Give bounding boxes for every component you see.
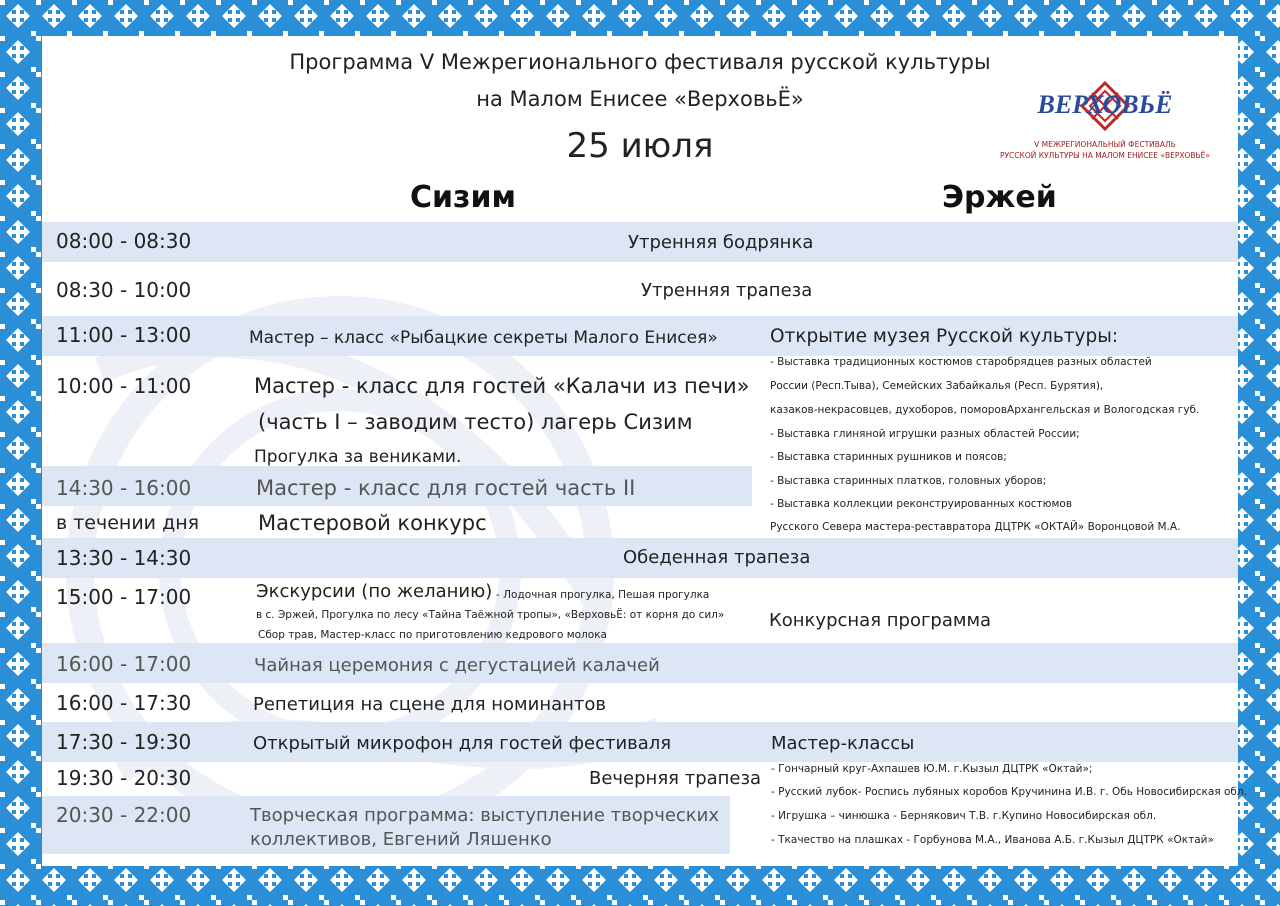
event-r6: Мастеровой конкурс: [258, 511, 487, 535]
event-r9: Чайная церемония с дегустацией калачей: [254, 655, 660, 676]
time-r10: 16:00 - 17:30: [56, 691, 192, 715]
museum-item-5: - Выставка старинных рушников и поясов;: [770, 451, 1007, 463]
event-r1: Утренняя бодрянка: [628, 232, 814, 253]
event-r3-right: Открытие музея Русской культуры:: [770, 326, 1119, 347]
museum-item-2: России (Респ.Тыва), Семейских Забайкалья (Респ. Бурятия),: [770, 380, 1104, 392]
time-r13: 20:30 - 22:00: [56, 803, 192, 827]
event-r8-right: Конкурсная программа: [769, 610, 992, 631]
museum-item-7: - Выставка коллекции реконструированных костюмов: [770, 498, 1073, 510]
logo-subtitle-2: РУССКОЙ КУЛЬТУРЫ НА МАЛОМ ЕНИСЕЕ «ВЕРХОВЬЁ»: [999, 151, 1211, 160]
event-r8-main: Экскурсии (по желанию): [256, 581, 493, 602]
event-r12: Вечерняя трапеза: [589, 768, 762, 789]
column-header-erzhey: Эржей: [942, 180, 1057, 215]
master-item-4: - Ткачество на плашках - Горбунова М.А., Иванова А.Б. г.Кызыл ДЦТРК «Октай»: [771, 834, 1214, 846]
event-r11: Открытый микрофон для гостей фестиваля: [253, 733, 672, 754]
event-r13-line2: коллективов, Евгений Ляшенко: [250, 829, 552, 850]
time-r12: 19:30 - 20:30: [56, 766, 192, 790]
time-r9: 16:00 - 17:00: [56, 652, 192, 676]
time-r4: 10:00 - 11:00: [56, 374, 192, 398]
master-item-3: - Игрушка – чинюшка - Бернякович Т.В. г.Купино Новосибирская обл.: [771, 810, 1157, 822]
program-title-line1: Программа V Межрегионального фестиваля русской культуры: [289, 50, 991, 74]
program-title-line2: на Малом Енисее «ВерховьЁ»: [476, 87, 804, 111]
event-r4-line3: Прогулка за вениками.: [254, 447, 462, 467]
time-r1: 08:00 - 08:30: [56, 229, 192, 253]
event-r13-line1: Творческая программа: выступление творческих: [250, 805, 720, 826]
time-r7: 13:30 - 14:30: [56, 546, 192, 570]
event-r7: Обеденная трапеза: [623, 547, 811, 568]
time-r11: 17:30 - 19:30: [56, 730, 192, 754]
event-r8-detail3: Сбор трав, Мастер-класс по приготовлению кедрового молока: [258, 629, 607, 641]
master-item-2: - Русский лубок- Роспись лубяных коробов Кручинина И.В. г. Обь Новосибирская обл.: [771, 786, 1247, 798]
museum-item-1: - Выставка традиционных костюмов старобрядцев разных областей: [770, 356, 1152, 368]
time-r2: 08:30 - 10:00: [56, 278, 192, 302]
event-r10: Репетиция на сцене для номинантов: [253, 694, 606, 715]
event-r8-detail2: в с. Эржей, Прогулка по лесу «Тайна Таёжной тропы», «ВерховьЁ: от корня до сил»: [256, 609, 725, 621]
event-r2: Утренняя трапеза: [641, 280, 813, 301]
time-r5: 14:30 - 16:00: [56, 476, 192, 500]
column-header-sizim: Сизим: [410, 180, 517, 215]
museum-item-3: казаков-некрасовцев, духоборов, поморовАрхангельская и Вологодская губ.: [770, 404, 1200, 416]
museum-item-4: - Выставка глиняной игрушки разных областей России;: [770, 428, 1080, 440]
master-item-1: - Гончарный круг-Ахпашев Ю.М. г.Кызыл ДЦТРК «Октай»;: [771, 763, 1093, 775]
event-r5: Мастер - класс для гостей часть II: [256, 476, 636, 500]
museum-item-8: Русского Севера мастера-реставратора ДЦТРК «ОКТАЙ» Воронцовой М.А.: [770, 521, 1181, 533]
time-r3: 11:00 - 13:00: [56, 323, 192, 347]
logo-subtitle-1: V МЕЖРЕГИОНАЛЬНЫЙ ФЕСТИВАЛЬ: [1034, 140, 1176, 149]
event-r3-left: Мастер – класс «Рыбацкие секреты Малого Енисея»: [249, 328, 718, 348]
time-r8: 15:00 - 17:00: [56, 585, 192, 609]
logo-word: ВЕРХОВЬЁ: [1037, 90, 1173, 119]
event-r8-detail1: - Лодочная прогулка, Пешая прогулка: [496, 589, 710, 601]
event-r11-right: Мастер-классы: [771, 733, 915, 754]
time-r6: в течении дня: [56, 512, 200, 534]
museum-item-6: - Выставка старинных платков, головных уборов;: [770, 475, 1047, 487]
program-date: 25 июля: [566, 126, 714, 166]
event-r4-line1: Мастер - класс для гостей «Калачи из печи»: [254, 374, 750, 398]
event-r4-line2: (часть I – заводим тесто) лагерь Сизим: [258, 410, 693, 434]
